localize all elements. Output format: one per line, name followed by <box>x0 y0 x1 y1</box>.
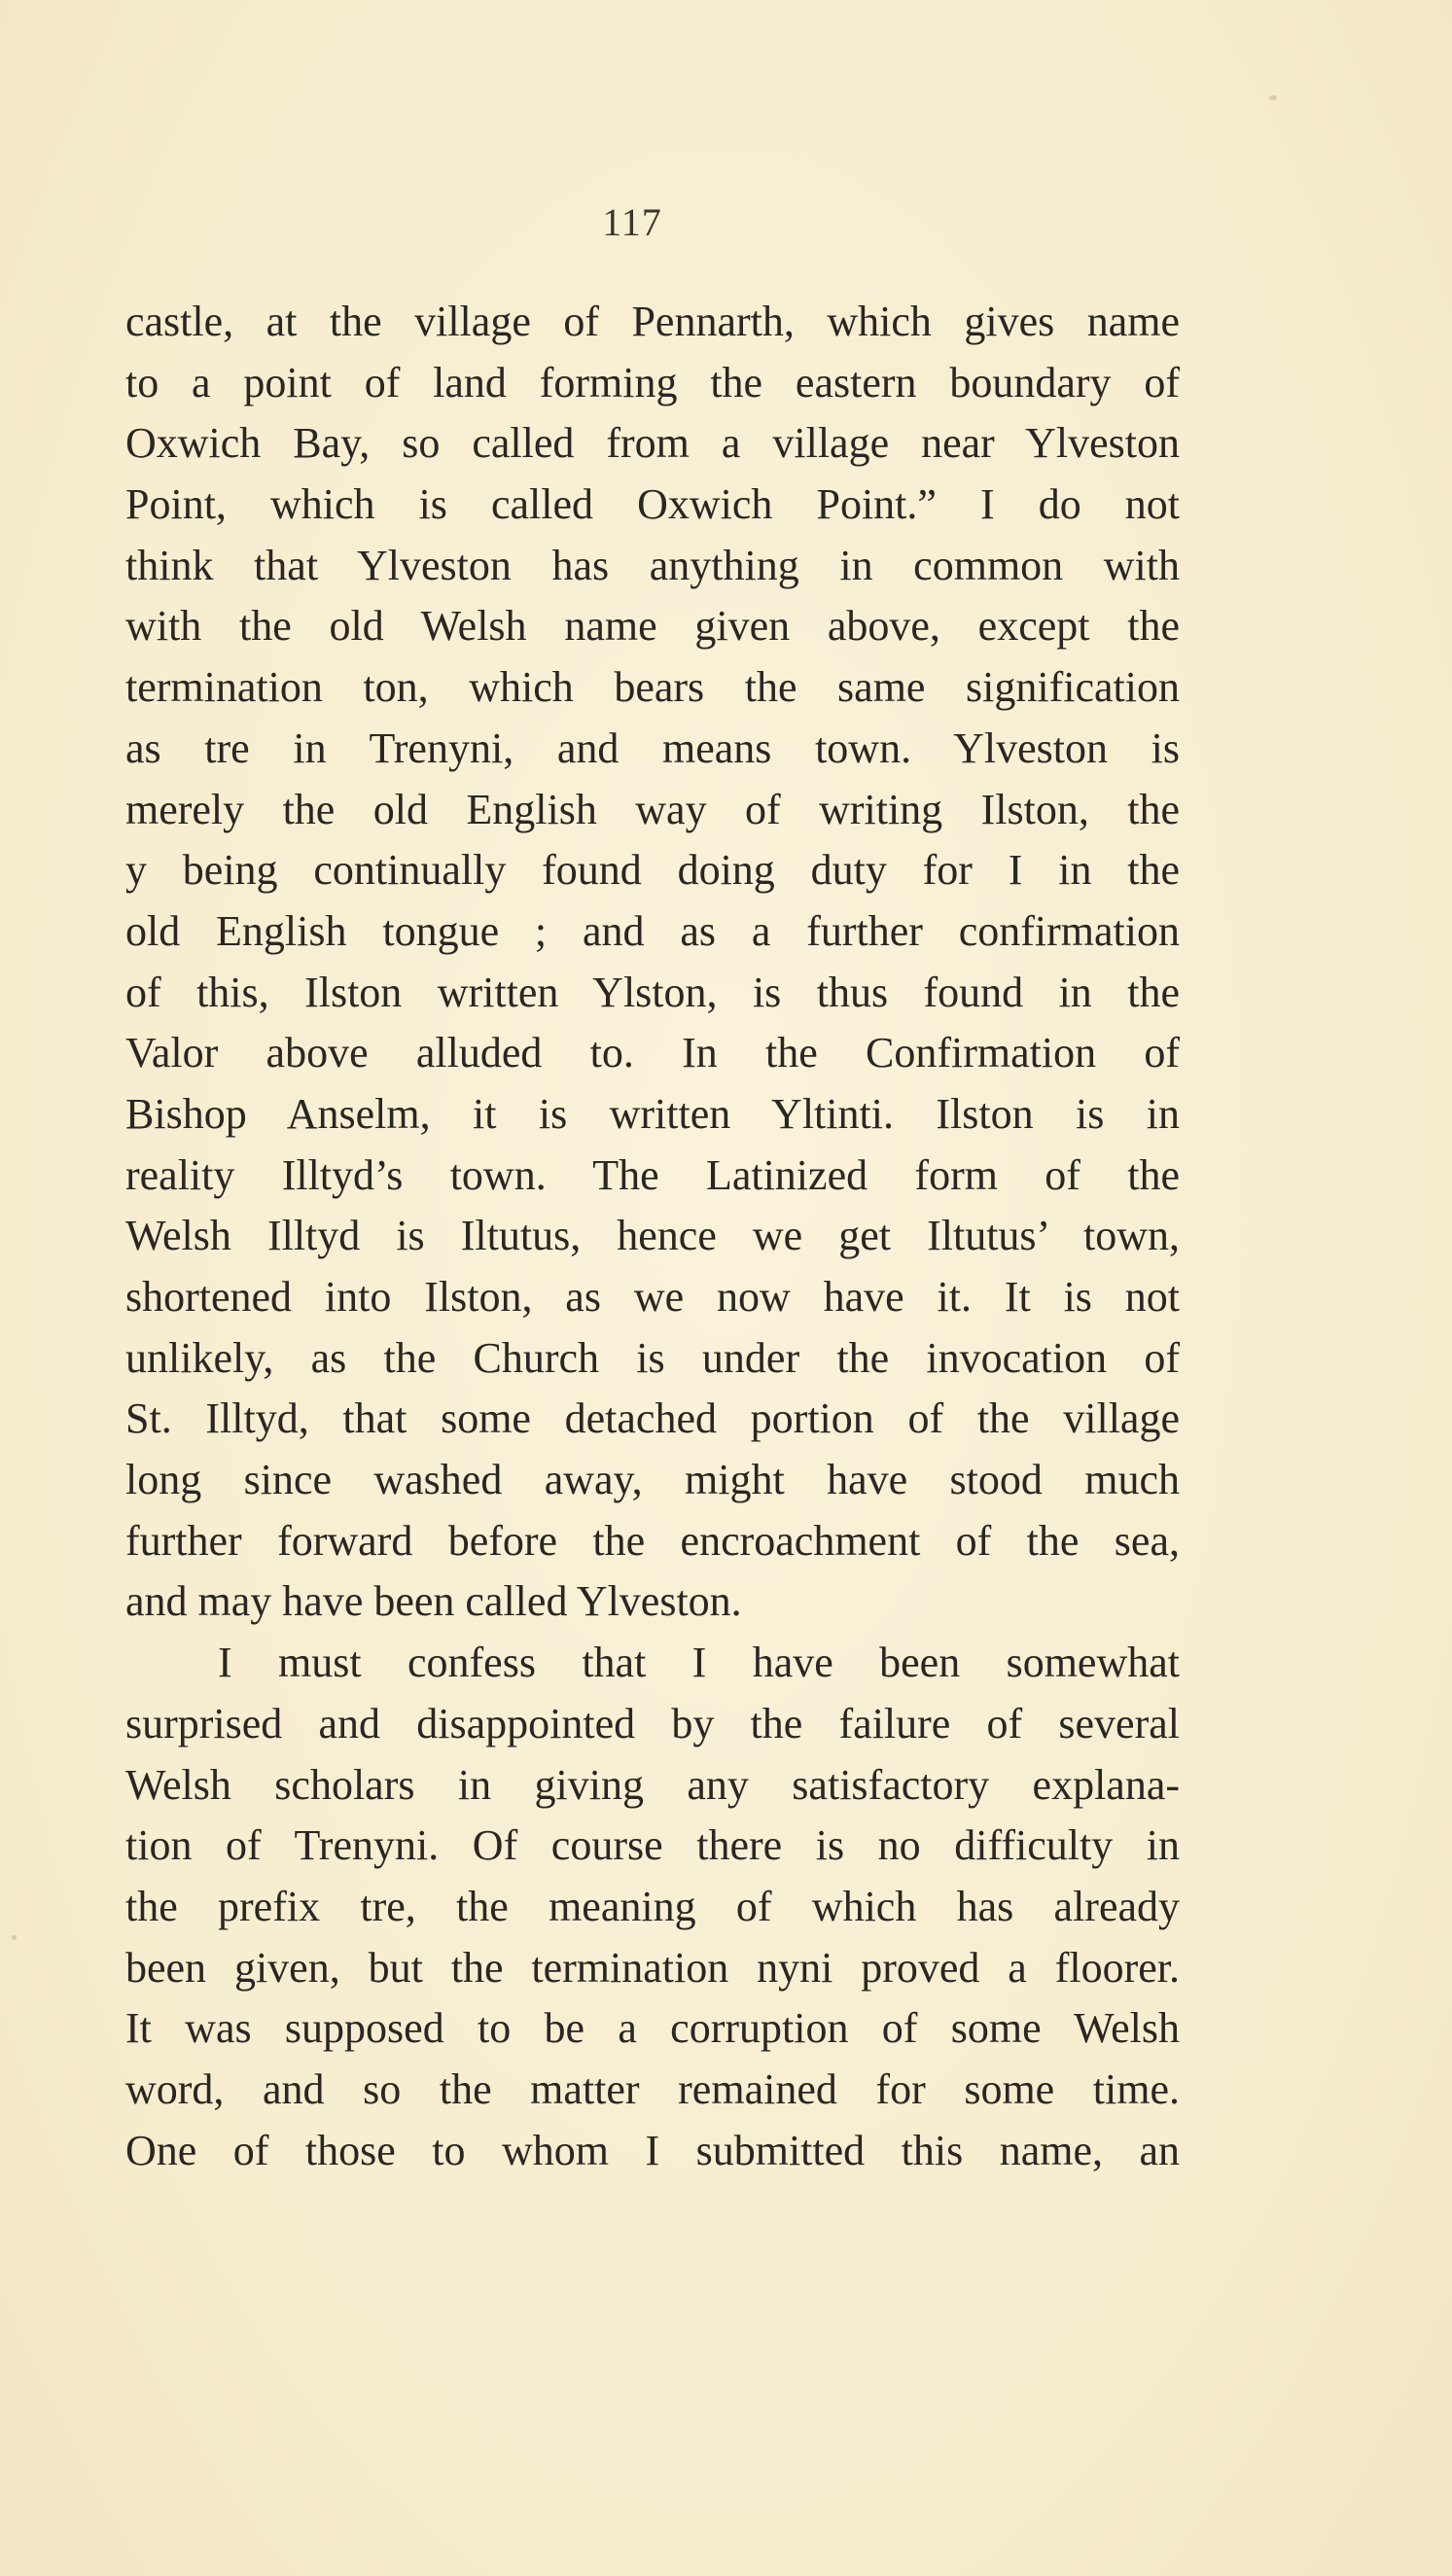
paper-speck <box>1269 95 1277 100</box>
text-line: been given, but the termination nyni proved a floorer. <box>125 1943 1180 1992</box>
body-text <box>125 292 1180 2181</box>
text-line: unlikely, as the Church is under the invocation of <box>125 1333 1180 1382</box>
text-line: Welsh Illtyd is Iltutus, hence we get Iltutus’ town, <box>125 1212 1180 1260</box>
text-line: as tre in Trenyni, and means town. Ylveston is <box>125 723 1180 772</box>
text-line: Oxwich Bay, so called from a village near Ylveston <box>125 419 1180 468</box>
text-line: St. Illtyd, that some detached portion of the village <box>125 1394 1180 1443</box>
text-line: castle, at the village of Pennarth, which gives name <box>125 298 1180 345</box>
text-line: Welsh scholars in giving any satisfactory explana- <box>125 1760 1180 1809</box>
text-line: old English tongue ; and as a further confirmation <box>125 906 1180 955</box>
text-line: It was supposed to be a corruption of some Welsh <box>125 2004 1180 2053</box>
text-line: tion of Trenyni. Of course there is no difficulty in <box>125 1821 1180 1870</box>
paragraph-end-line: and may have been called Ylveston. <box>125 1577 742 1626</box>
text-line: Bishop Anselm, it is written Yltinti. Ilston is in <box>125 1089 1180 1138</box>
text-line: merely the old English way of writing Ilston, the <box>125 785 1180 833</box>
text-line: Point, which is called Oxwich Point.” I do not <box>125 480 1180 529</box>
text-line: word, and so the matter remained for some time. <box>125 2064 1180 2113</box>
text-line: One of those to whom I submitted this name, an <box>125 2126 1180 2174</box>
text-line: termination ton, which bears the same signification <box>125 663 1180 712</box>
text-line: think that Ylveston has anything in common with <box>125 541 1180 589</box>
text-line: long since washed away, might have stood much <box>125 1456 1180 1504</box>
text-line: to a point of land forming the eastern boundary of <box>125 358 1180 406</box>
text-line: y being continually found doing duty for I in the <box>125 846 1180 895</box>
text-line: of this, Ilston written Ylston, is thus found in the <box>125 968 1180 1016</box>
paper-speck <box>12 1935 17 1940</box>
text-line: Valor above alluded to. In the Confirmation of <box>125 1029 1180 1077</box>
text-line: surprised and disappointed by the failure of several <box>125 1699 1180 1747</box>
page-number: 117 <box>602 200 662 244</box>
text-line: further forward before the encroachment of the sea, <box>125 1516 1180 1565</box>
text-line: shortened into Ilston, as we now have it. It is not <box>125 1273 1180 1321</box>
text-line: with the old Welsh name given above, except the <box>125 602 1180 651</box>
paragraph-start-line: I must confess that I have been somewhat <box>218 1639 1180 1687</box>
text-line: reality Illtyd’s town. The Latinized form of the <box>125 1150 1180 1199</box>
text-line: the prefix tre, the meaning of which has already <box>125 1882 1180 1930</box>
